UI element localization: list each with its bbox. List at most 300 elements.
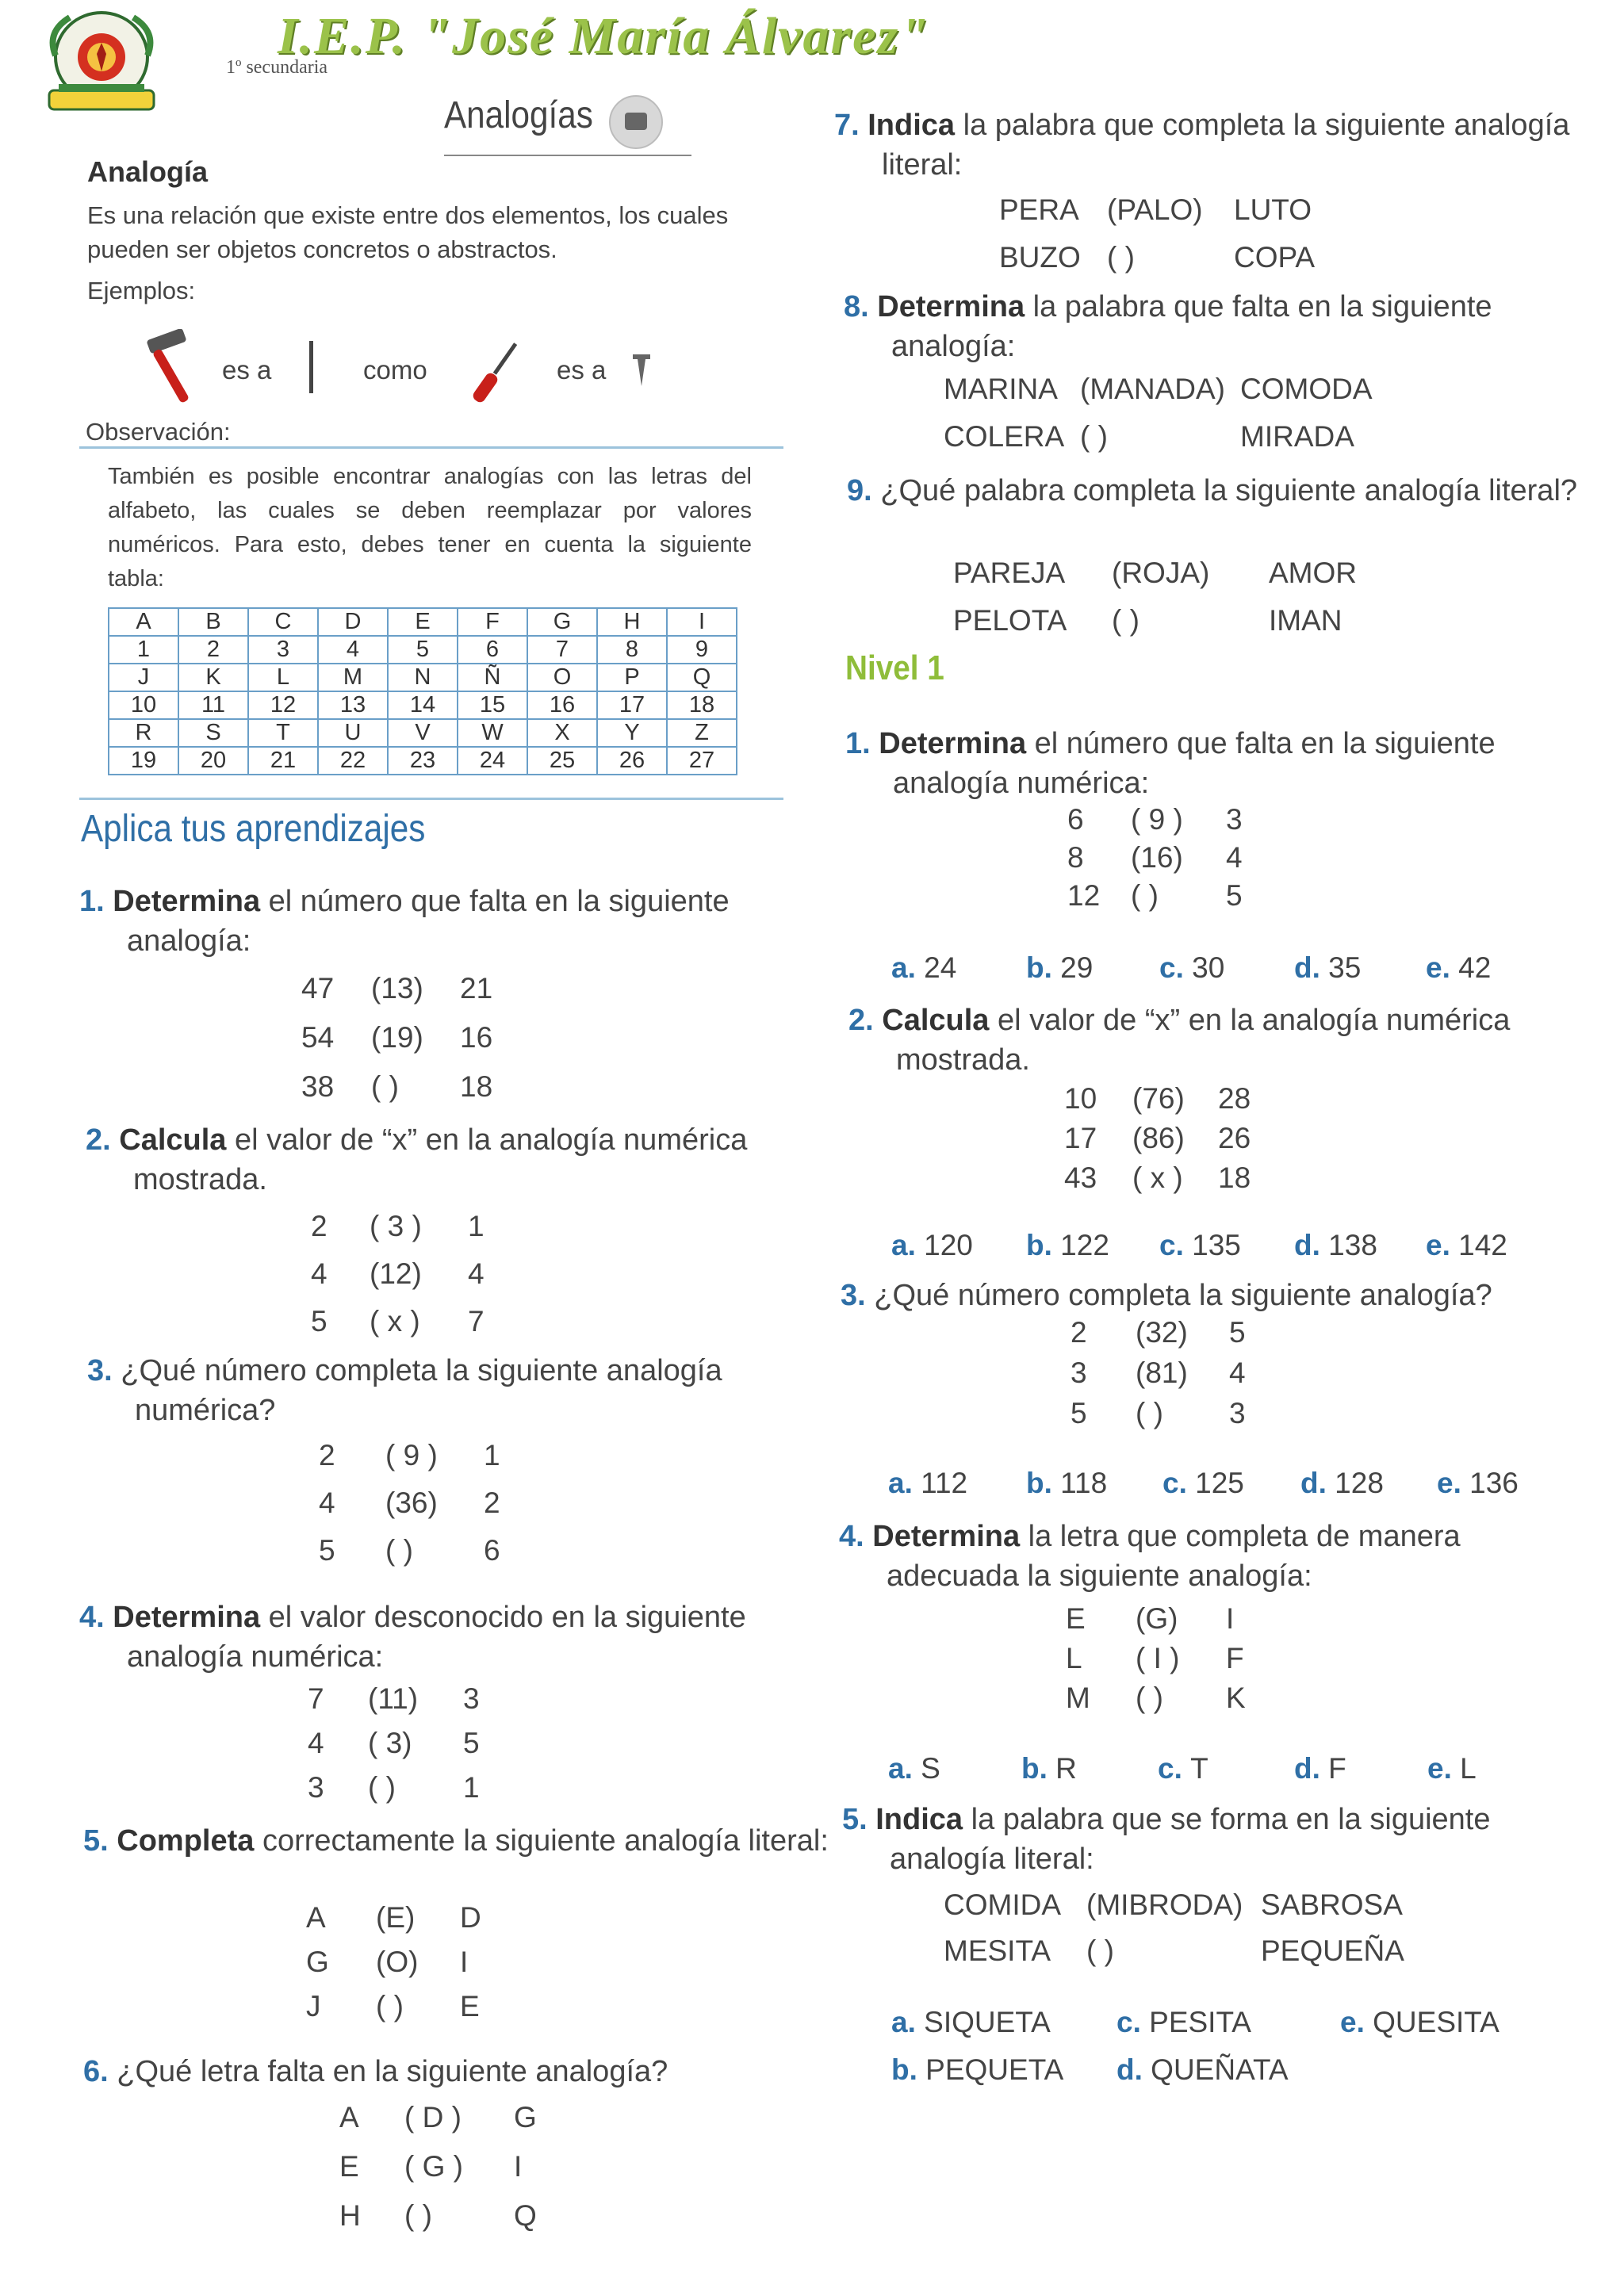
analogy-left: 3 xyxy=(308,1771,324,1804)
option-value: 112 xyxy=(921,1467,968,1499)
answer-option xyxy=(891,951,956,985)
option-value: 120 xyxy=(924,1229,973,1261)
answer-option xyxy=(1427,1752,1477,1785)
question-number: 3. xyxy=(87,1354,121,1387)
option-letter: b. xyxy=(891,2053,926,2086)
option-letter: d. xyxy=(1294,1752,1329,1785)
analogy-right: E xyxy=(460,1990,480,2022)
question-verb: Completa xyxy=(117,1824,255,1858)
value-cell: 5 xyxy=(388,636,458,664)
value-cell: 7 xyxy=(527,636,597,664)
analogy-right: COPA xyxy=(1234,241,1316,274)
analogy-middle: ( ) xyxy=(1112,604,1139,637)
value-cell: 1 xyxy=(109,636,178,664)
analogy-left: L xyxy=(1066,1642,1082,1674)
answer-option xyxy=(891,2053,1063,2087)
analogy-right: LUTO xyxy=(1234,193,1312,226)
analogy-middle: ( G ) xyxy=(404,2150,463,2183)
question-verb: Indica xyxy=(868,109,956,142)
analogy-middle: ( 9 ) xyxy=(385,1439,438,1471)
option-value: QUEÑATA xyxy=(1151,2053,1289,2086)
answer-option xyxy=(1158,1752,1208,1785)
analogy-right: 26 xyxy=(1218,1122,1251,1154)
analogy-row xyxy=(0,1888,1624,1925)
analogy-right: 5 xyxy=(463,1727,480,1759)
letter-cell: J xyxy=(109,664,178,691)
analogy-middle: ( ) xyxy=(1086,1934,1114,1967)
value-cell: 12 xyxy=(248,691,318,719)
analogy-left: A xyxy=(306,1901,326,1934)
answer-option xyxy=(1026,951,1093,985)
value-cell: 26 xyxy=(597,747,667,775)
question-text: la palabra que completa la siguiente analogía literal: xyxy=(882,109,1570,182)
answer-option xyxy=(1340,2006,1500,2039)
answer-option xyxy=(1116,2053,1289,2087)
question-text: ¿Qué número completa la siguiente analogía? xyxy=(874,1279,1492,1312)
section-title: Analogías xyxy=(444,94,593,136)
letter-cell: V xyxy=(388,719,458,747)
analogy-row xyxy=(0,2150,1624,2187)
answer-option xyxy=(891,2006,1051,2039)
analogy-middle: (86) xyxy=(1132,1122,1185,1154)
letter-cell: M xyxy=(318,664,388,691)
analogy-middle: ( 3 ) xyxy=(370,1210,422,1242)
analogy-right: AMOR xyxy=(1269,557,1357,589)
analogy-right: G xyxy=(514,2101,537,2133)
alphabet-row xyxy=(109,664,737,691)
question-prompt xyxy=(848,1001,1594,1080)
analogy-middle: (76) xyxy=(1132,1082,1185,1115)
analogy-right: D xyxy=(460,1901,481,1934)
option-letter: a. xyxy=(888,1467,921,1499)
question-number: 1. xyxy=(79,885,113,918)
value-cell: 27 xyxy=(667,747,737,775)
analogy-middle: ( x ) xyxy=(370,1305,420,1337)
option-value: PEQUETA xyxy=(925,2053,1064,2086)
option-letter: e. xyxy=(1426,1229,1459,1261)
analogy-row xyxy=(0,420,1624,457)
value-cell: 16 xyxy=(527,691,597,719)
examples-label: Ejemplos: xyxy=(87,277,196,304)
alphabet-row xyxy=(109,719,737,747)
analogy-right: 3 xyxy=(463,1682,480,1715)
answer-option xyxy=(888,1752,940,1785)
como-label: como xyxy=(363,355,427,385)
question-verb: Indica xyxy=(875,1803,963,1836)
option-value: 122 xyxy=(1060,1229,1109,1261)
question-prompt xyxy=(847,471,1592,511)
letter-cell: X xyxy=(527,719,597,747)
analogy-middle: (19) xyxy=(371,1021,423,1054)
analogy-left: MARINA xyxy=(944,373,1058,405)
question-text: ¿Qué palabra completa la siguiente analogía literal? xyxy=(880,474,1578,507)
analogy-left: 5 xyxy=(311,1305,327,1337)
answer-option xyxy=(1159,1229,1241,1262)
analogy-middle: ( ) xyxy=(376,1990,404,2022)
analogy-middle: ( ) xyxy=(1131,879,1159,912)
analogy-left: MESITA xyxy=(944,1934,1051,1967)
question-number: 2. xyxy=(848,1004,883,1037)
question-verb: Calcula xyxy=(882,1004,990,1037)
value-cell: 4 xyxy=(318,636,388,664)
answer-option xyxy=(1026,1229,1109,1262)
value-cell: 8 xyxy=(597,636,667,664)
option-letter: a. xyxy=(891,951,925,984)
analogy-row xyxy=(0,373,1624,409)
question-prompt xyxy=(841,1276,1586,1315)
analogy-left: E xyxy=(339,2150,359,2183)
analogy-row xyxy=(0,1357,1624,1393)
es-a-1: es a xyxy=(222,355,272,385)
value-cell: 3 xyxy=(248,636,318,664)
analogy-right: 7 xyxy=(468,1305,485,1337)
option-letter: d. xyxy=(1294,951,1329,984)
option-value: 135 xyxy=(1192,1229,1241,1261)
analogy-right: 18 xyxy=(1218,1161,1251,1194)
analogy-middle: (36) xyxy=(385,1487,438,1519)
analogy-left: 5 xyxy=(1071,1397,1087,1429)
analogy-left: E xyxy=(1066,1602,1086,1635)
letter-cell: K xyxy=(178,664,248,691)
value-cell: 23 xyxy=(388,747,458,775)
analogy-middle: ( ) xyxy=(371,1070,399,1103)
option-value: 29 xyxy=(1060,951,1094,984)
option-letter: e. xyxy=(1340,2006,1373,2038)
school-logo xyxy=(38,8,165,119)
analogy-left: 8 xyxy=(1067,841,1084,874)
question-prompt xyxy=(842,1800,1595,1879)
option-letter: e. xyxy=(1437,1467,1470,1499)
letter-cell: F xyxy=(458,608,527,636)
question-text: el número que falta en la siguiente analogía: xyxy=(127,885,730,958)
analogy-left: 5 xyxy=(319,1534,335,1567)
book-icon xyxy=(609,95,663,149)
question-text: ¿Qué número completa la siguiente analogía numérica? xyxy=(121,1354,722,1427)
option-value: 35 xyxy=(1328,951,1362,984)
letter-cell: L xyxy=(248,664,318,691)
analogy-right: COMODA xyxy=(1240,373,1373,405)
letter-cell: A xyxy=(109,608,178,636)
question-prompt xyxy=(845,724,1591,803)
analogy-left: 17 xyxy=(1064,1122,1097,1154)
question-number: 2. xyxy=(86,1123,120,1157)
option-letter: a. xyxy=(891,2006,925,2038)
option-value: 30 xyxy=(1192,951,1225,984)
answer-option xyxy=(1437,1467,1519,1500)
value-cell: 24 xyxy=(458,747,527,775)
grade-label: 1º secundaria xyxy=(226,57,328,78)
question-verb: Determina xyxy=(113,885,261,918)
analogy-left: M xyxy=(1066,1682,1090,1714)
analogy-right: 6 xyxy=(484,1534,500,1567)
analogy-middle: ( ) xyxy=(1080,420,1108,453)
option-letter: d. xyxy=(1116,2053,1151,2086)
es-a-2: es a xyxy=(557,355,607,385)
analogy-row xyxy=(0,241,1624,277)
option-letter: c. xyxy=(1159,951,1193,984)
analogy-middle: ( 3) xyxy=(368,1727,412,1759)
answer-option xyxy=(888,1467,967,1500)
question-text: ¿Qué letra falta en la siguiente analogía? xyxy=(117,2055,668,2088)
option-letter: c. xyxy=(1158,1752,1191,1785)
answer-option xyxy=(1426,951,1491,985)
analogy-row xyxy=(0,604,1624,641)
analogy-middle: (MIBRODA) xyxy=(1086,1888,1243,1921)
observation-label: Observación: xyxy=(86,418,231,446)
option-letter: c. xyxy=(1116,2006,1150,2038)
analogy-right: 4 xyxy=(1226,841,1243,874)
letter-cell: T xyxy=(248,719,318,747)
value-cell: 14 xyxy=(388,691,458,719)
letter-cell: U xyxy=(318,719,388,747)
analogy-left: G xyxy=(306,1946,329,1978)
analogy-row xyxy=(0,1934,1624,1971)
question-text: el valor de “x” en la analogía numérica mostrada. xyxy=(896,1004,1511,1077)
analogy-left: BUZO xyxy=(999,241,1081,274)
answer-option xyxy=(1426,1229,1507,1262)
analogy-middle: (MANADA) xyxy=(1080,373,1225,405)
analogy-row xyxy=(0,1161,1624,1198)
question-number: 3. xyxy=(841,1279,875,1312)
letter-cell: C xyxy=(248,608,318,636)
analogy-left: A xyxy=(339,2101,359,2133)
question-text: el valor de “x” en la analogía numérica mostrada. xyxy=(133,1123,748,1196)
analogy-right: MIRADA xyxy=(1240,420,1354,453)
value-cell: 10 xyxy=(109,691,178,719)
answer-option xyxy=(1162,1467,1244,1500)
option-value: 142 xyxy=(1458,1229,1507,1261)
value-cell: 2 xyxy=(178,636,248,664)
definition-text: Es una relación que existe entre dos elementos, los cuales pueden ser objetos concretos o abstractos. xyxy=(87,201,729,263)
analogy-right: 3 xyxy=(1226,803,1243,836)
table-divider xyxy=(79,798,783,800)
analogy-row xyxy=(0,841,1624,878)
analogy-right: SABROSA xyxy=(1261,1888,1403,1921)
analogy-row xyxy=(0,879,1624,916)
option-value: QUESITA xyxy=(1373,2006,1500,2038)
analogy-left: 4 xyxy=(319,1487,335,1519)
analogy-right: 5 xyxy=(1229,1316,1246,1349)
answer-option xyxy=(1300,1467,1384,1500)
analogy-row xyxy=(0,1397,1624,1433)
analogy-middle: ( ) xyxy=(1107,241,1135,274)
analogy-middle: ( ) xyxy=(368,1771,396,1804)
analogy-row xyxy=(0,1210,1624,1246)
analogy-right: 4 xyxy=(1229,1357,1246,1389)
analogy-middle: (G) xyxy=(1136,1602,1178,1635)
analogy-row xyxy=(0,2199,1624,2236)
analogy-right: IMAN xyxy=(1269,604,1342,637)
question-prompt xyxy=(839,1517,1592,1596)
option-letter: b. xyxy=(1026,1229,1061,1261)
option-value: 42 xyxy=(1458,951,1492,984)
analogy-middle: (ROJA) xyxy=(1112,557,1210,589)
answer-option xyxy=(1294,1752,1346,1785)
analogy-middle: ( ) xyxy=(1136,1682,1163,1714)
analogy-row xyxy=(0,1122,1624,1158)
analogy-right: I xyxy=(514,2150,523,2183)
analogy-middle: ( ) xyxy=(404,2199,432,2232)
analogy-middle: (PALO) xyxy=(1107,193,1203,226)
analogy-right: 1 xyxy=(484,1439,500,1471)
analogy-right: Q xyxy=(514,2199,537,2232)
analogy-left: 43 xyxy=(1064,1161,1097,1194)
title-underline xyxy=(444,155,691,156)
option-letter: b. xyxy=(1021,1752,1056,1785)
analogy-row xyxy=(0,1642,1624,1678)
option-value: 128 xyxy=(1335,1467,1384,1499)
letter-cell: Ñ xyxy=(458,664,527,691)
aplica-title: Aplica tus aprendizajes xyxy=(81,808,426,850)
analogy-left: 4 xyxy=(311,1257,327,1290)
option-value: 118 xyxy=(1060,1467,1108,1499)
question-text: la letra que completa de manera adecuada la siguiente analogía: xyxy=(887,1520,1461,1593)
analogy-left: H xyxy=(339,2199,361,2232)
option-value: PESITA xyxy=(1149,2006,1251,2038)
analogy-middle: (O) xyxy=(376,1946,419,1978)
value-cell: 6 xyxy=(458,636,527,664)
value-cell: 18 xyxy=(667,691,737,719)
analogy-right: 28 xyxy=(1218,1082,1251,1115)
analogy-right: 2 xyxy=(484,1487,500,1519)
option-value: T xyxy=(1190,1752,1208,1785)
analogy-middle: (11) xyxy=(368,1682,419,1715)
letter-cell: P xyxy=(597,664,667,691)
value-cell: 22 xyxy=(318,747,388,775)
value-cell: 21 xyxy=(248,747,318,775)
analogy-left: 2 xyxy=(319,1439,335,1471)
option-letter: d. xyxy=(1294,1229,1329,1261)
analogy-right: K xyxy=(1226,1682,1246,1714)
question-number: 7. xyxy=(834,109,868,142)
question-text: la palabra que se forma en la siguiente analogía literal: xyxy=(890,1803,1491,1876)
analogy-right: 1 xyxy=(468,1210,485,1242)
option-value: 136 xyxy=(1469,1467,1519,1499)
value-cell: 20 xyxy=(178,747,248,775)
letter-cell: Q xyxy=(667,664,737,691)
analogy-left: COLERA xyxy=(944,420,1065,453)
analogy-right: I xyxy=(460,1946,469,1978)
question-verb: Determina xyxy=(872,1520,1021,1553)
analogy-row xyxy=(0,1682,1624,1718)
analogy-middle: (13) xyxy=(371,972,423,1004)
observation-text: También es posible encontrar analogías con las letras del alfabeto, las cuales se deben reemplazar por valores numéricos. Para esto, debes tener en cuenta la siguiente tabla: xyxy=(108,464,752,591)
analogy-middle: (16) xyxy=(1131,841,1183,874)
analogy-left: 2 xyxy=(311,1210,327,1242)
analogy-right: 16 xyxy=(460,1021,493,1054)
analogy-left: 10 xyxy=(1064,1082,1097,1115)
analogy-middle: ( 9 ) xyxy=(1131,803,1183,836)
option-value: R xyxy=(1055,1752,1077,1785)
letter-cell: Z xyxy=(667,719,737,747)
analogia-heading: Analogía xyxy=(87,155,209,188)
answer-option xyxy=(1021,1752,1077,1785)
letter-cell: D xyxy=(318,608,388,636)
analogy-left: 3 xyxy=(1071,1357,1087,1389)
option-letter: b. xyxy=(1026,1467,1061,1499)
analogy-left: 54 xyxy=(301,1021,335,1054)
question-prompt xyxy=(844,287,1589,366)
option-letter: a. xyxy=(888,1752,921,1785)
question-number: 1. xyxy=(845,727,879,760)
analogy-right: 5 xyxy=(1226,879,1243,912)
analogy-left: 47 xyxy=(301,972,335,1004)
question-number: 8. xyxy=(844,290,878,323)
letter-cell: W xyxy=(458,719,527,747)
analogy-row xyxy=(0,1082,1624,1119)
analogy-middle: ( I ) xyxy=(1136,1642,1180,1674)
analogy-right: 1 xyxy=(463,1771,480,1804)
answer-option xyxy=(1294,1229,1377,1262)
question-prompt xyxy=(83,1821,837,1861)
letter-cell: E xyxy=(388,608,458,636)
analogy-right: 3 xyxy=(1229,1397,1246,1429)
letter-cell: R xyxy=(109,719,178,747)
analogy-right: PEQUEÑA xyxy=(1261,1934,1404,1967)
analogy-left: COMIDA xyxy=(944,1888,1061,1921)
analogy-middle: ( ) xyxy=(1136,1397,1163,1429)
option-letter: b. xyxy=(1026,951,1061,984)
letter-cell: O xyxy=(527,664,597,691)
question-number: 6. xyxy=(83,2055,117,2088)
analogy-right: 18 xyxy=(460,1070,493,1103)
value-cell: 9 xyxy=(667,636,737,664)
analogy-row xyxy=(0,557,1624,593)
analogy-row xyxy=(0,2101,1624,2137)
analogy-left: 6 xyxy=(1067,803,1084,836)
analogy-row xyxy=(0,1316,1624,1353)
analogy-left: PAREJA xyxy=(953,557,1066,589)
school-name: I.E.P. "José María Álvarez" xyxy=(278,7,930,65)
option-value: L xyxy=(1460,1752,1477,1785)
option-letter: c. xyxy=(1162,1467,1196,1499)
question-text: la palabra que falta en la siguiente analogía: xyxy=(891,290,1492,363)
answer-option xyxy=(891,1229,973,1262)
alphabet-row xyxy=(109,691,737,719)
analogy-middle: ( ) xyxy=(385,1534,413,1567)
analogy-row xyxy=(0,1602,1624,1639)
analogy-right: F xyxy=(1226,1642,1244,1674)
analogy-right: I xyxy=(1226,1602,1235,1635)
analogy-middle: ( D ) xyxy=(404,2101,462,2133)
option-letter: e. xyxy=(1427,1752,1461,1785)
option-value: 138 xyxy=(1328,1229,1377,1261)
analogy-row xyxy=(0,803,1624,840)
value-cell: 13 xyxy=(318,691,388,719)
analogy-left: 12 xyxy=(1067,879,1101,912)
analogy-left: PELOTA xyxy=(953,604,1067,637)
answer-option xyxy=(1026,1467,1107,1500)
analogy-middle: (81) xyxy=(1136,1357,1188,1389)
option-value: S xyxy=(921,1752,940,1785)
option-value: 125 xyxy=(1195,1467,1244,1499)
answer-option xyxy=(1116,2006,1251,2039)
answer-option xyxy=(1159,951,1224,985)
question-verb: Determina xyxy=(877,290,1025,323)
question-prompt xyxy=(83,2052,845,2091)
question-verb: Determina xyxy=(879,727,1027,760)
analogy-middle: ( x ) xyxy=(1132,1161,1183,1194)
analogy-middle: (12) xyxy=(370,1257,422,1290)
question-number: 4. xyxy=(839,1520,873,1553)
question-verb: Calcula xyxy=(119,1123,227,1157)
letter-cell: I xyxy=(667,608,737,636)
analogy-middle: (32) xyxy=(1136,1316,1188,1349)
letter-cell: Y xyxy=(597,719,667,747)
question-number: 5. xyxy=(83,1824,117,1858)
analogy-right: 21 xyxy=(460,972,493,1004)
analogy-left: 4 xyxy=(308,1727,324,1759)
